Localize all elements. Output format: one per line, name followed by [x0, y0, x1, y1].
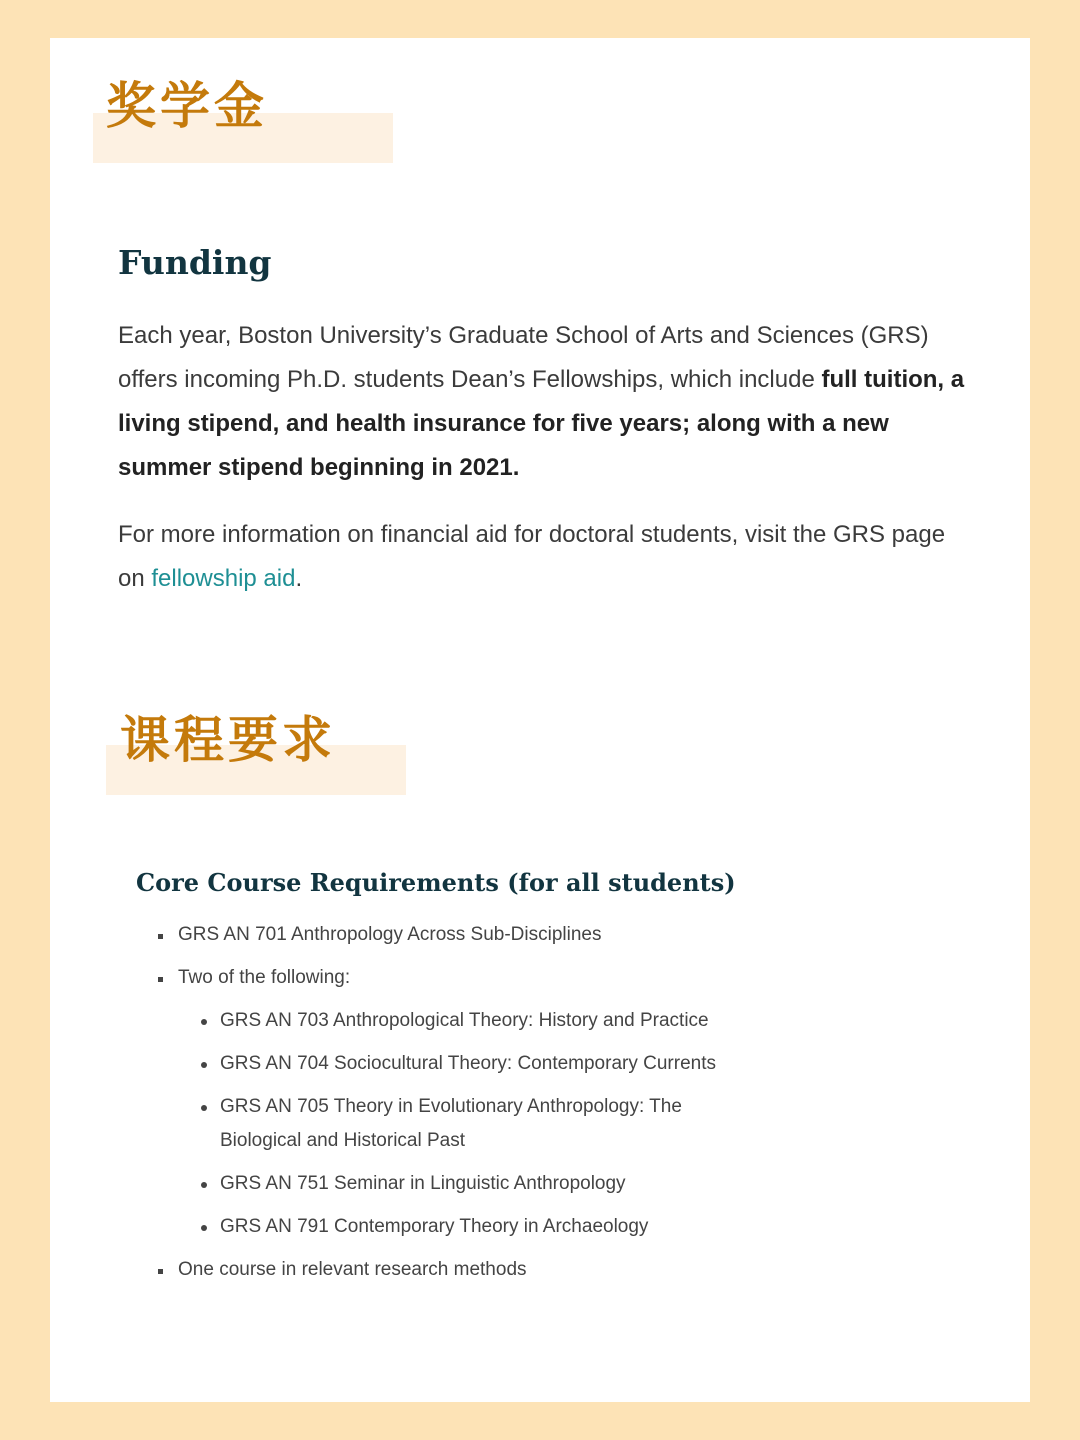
- fellowship-aid-link[interactable]: fellowship aid: [151, 565, 296, 592]
- sub-list-item: GRS AN 791 Contemporary Theory in Archaeology: [200, 1210, 780, 1244]
- funding-paragraph-bold: full tuition, a living stipend, and health insurance for five years; along with a new summer stipend beginning in 2021.: [118, 366, 965, 481]
- sub-list-item: GRS AN 751 Seminar in Linguistic Anthropology: [200, 1167, 780, 1201]
- sub-list-item: GRS AN 703 Anthropological Theory: History and Practice: [200, 1004, 780, 1038]
- financial-aid-paragraph: [118, 513, 978, 601]
- section-tag-scholarship: 奖学金: [106, 77, 268, 135]
- financial-aid-text: For more information on financial aid for doctoral students, visit the GRS page on: [118, 521, 946, 592]
- list-item: One course in relevant research methods: [158, 1253, 918, 1287]
- list-item: GRS AN 701 Anthropology Across Sub-Disciplines: [158, 918, 918, 952]
- sub-list-item: GRS AN 704 Sociocultural Theory: Contemporary Currents: [200, 1047, 780, 1081]
- course-list: [158, 918, 918, 1296]
- funding-heading: Funding: [118, 243, 272, 282]
- sub-list-item: GRS AN 705 Theory in Evolutionary Anthropology: The Biological and Historical Past: [200, 1090, 740, 1158]
- financial-aid-period: .: [295, 565, 303, 592]
- sub-course-list: [178, 1004, 918, 1244]
- funding-paragraph: [118, 314, 978, 490]
- list-item: [158, 961, 918, 1244]
- content-card: [50, 38, 1030, 1402]
- list-item-label: Two of the following:: [178, 967, 351, 988]
- core-requirements-heading: Core Course Requirements (for all students): [136, 868, 736, 897]
- funding-paragraph-text: Each year, Boston University’s Graduate School of Arts and Sciences (GRS) offers incoming Ph.D. students Dean’s Fellowships, which include: [118, 322, 929, 393]
- section-tag-course-requirements: 课程要求: [120, 711, 336, 769]
